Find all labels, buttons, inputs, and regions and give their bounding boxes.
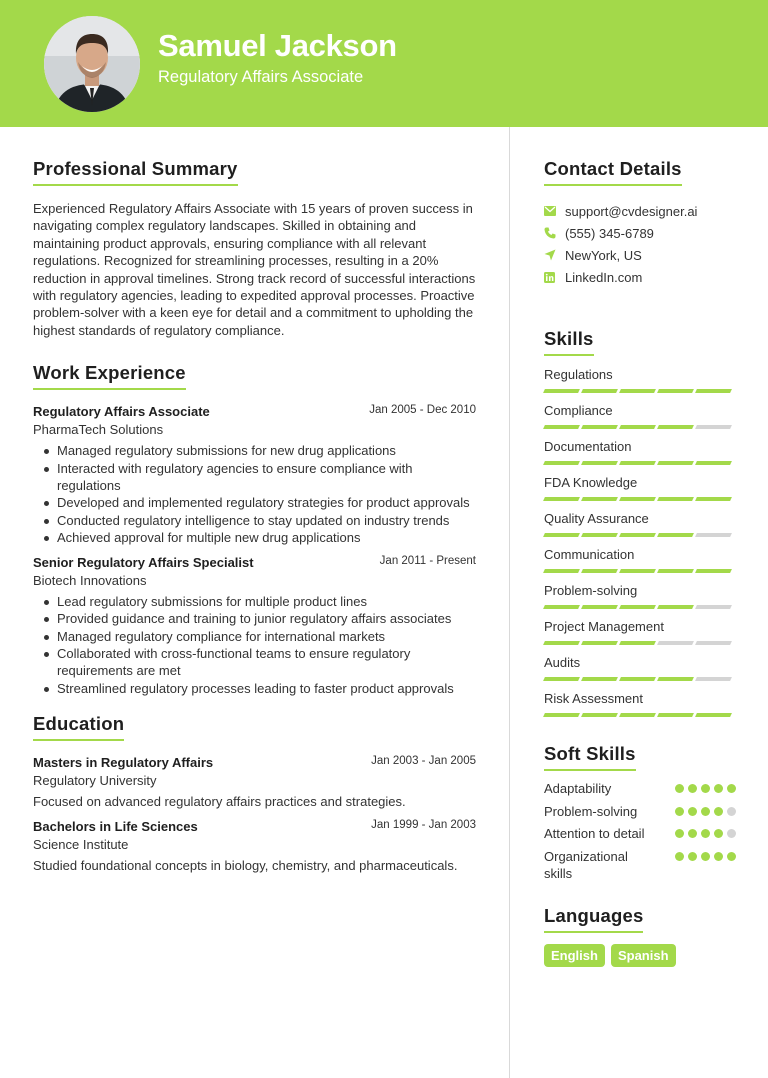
skill-segment-filled (581, 605, 618, 609)
rating-dot-filled (688, 852, 697, 861)
skill-segment-empty (695, 641, 732, 645)
skill-name: Regulations (544, 367, 613, 382)
skill-segment-filled (543, 641, 580, 645)
skill-item (544, 438, 736, 465)
summary-text: Experienced Regulatory Affairs Associate with 15 years of proven success in navigating complex regulatory landscapes. Skilled in obtaining and maintaining product approvals, ensuring compliance with all relevant regulations. Recognized for streamlining processes, resulting in a 20% reduction in approval timelines. Strong track record of successful interactions with regulatory agencies, leading to expedited approval processes. Proactive problem-solver with a keen eye for detail and a commitment to upholding the highest standards of regulatory compliance. (33, 201, 476, 338)
soft-skill-item (544, 780, 736, 798)
rating-dot-filled (714, 829, 723, 838)
rating-dot-filled (675, 829, 684, 838)
soft-skill-rating (675, 825, 736, 843)
job-header (33, 555, 478, 573)
skill-name: Problem-solving (544, 583, 638, 598)
education-degree: Masters in Regulatory Affairs (33, 755, 214, 771)
avatar (44, 16, 140, 112)
job-date: Jan 2005 - Dec 2010 (369, 404, 476, 417)
skill-segment-filled (581, 533, 618, 537)
skill-name: Risk Assessment (544, 691, 643, 706)
work-list (33, 404, 478, 697)
skill-name: Compliance (544, 403, 613, 418)
candidate-title: Regulatory Affairs Associate (158, 68, 364, 86)
skill-segment-filled (695, 461, 732, 465)
rating-dot-filled (727, 852, 736, 861)
skill-segment-filled (619, 605, 656, 609)
contact-text[interactable]: LinkedIn.com (565, 269, 643, 285)
skill-segment-filled (543, 461, 580, 465)
education-desc: Studied foundational concepts in biology, chemistry, and pharmaceuticals. (33, 858, 458, 874)
rating-dot-filled (727, 784, 736, 793)
email-icon (544, 206, 565, 216)
skill-level-bar (544, 641, 736, 645)
contact-text[interactable]: support@cvdesigner.ai (565, 203, 698, 219)
job-bullet: Managed regulatory submissions for new drug applications (33, 442, 478, 459)
rating-dot-filled (701, 807, 710, 816)
skills-list (544, 366, 736, 717)
job-header (33, 404, 478, 422)
job-title: Regulatory Affairs Associate (33, 404, 210, 420)
skill-level-bar (544, 461, 736, 465)
job-date: Jan 2011 - Present (379, 554, 476, 567)
column-divider (509, 127, 510, 1078)
skill-segment-filled (543, 389, 580, 393)
rating-dot-filled (688, 829, 697, 838)
skill-segment-filled (619, 533, 656, 537)
education-school: Regulatory University (33, 773, 157, 789)
skill-segment-filled (657, 569, 694, 573)
skill-name: FDA Knowledge (544, 475, 638, 490)
skill-name: Project Management (544, 619, 664, 634)
rating-dot-filled (714, 852, 723, 861)
skill-segment-filled (657, 533, 694, 537)
job-title: Senior Regulatory Affairs Specialist (33, 554, 254, 570)
skill-segment-filled (619, 461, 656, 465)
phone-icon (544, 227, 565, 239)
contact-text: (555) 345-6789 (565, 225, 654, 241)
summary-heading: Professional Summary (33, 158, 238, 186)
soft-skill-item (544, 803, 736, 821)
rating-dot-empty (727, 829, 736, 838)
soft-skill-rating (675, 803, 736, 821)
skill-item (544, 690, 736, 717)
skill-segment-filled (543, 605, 580, 609)
rating-dot-filled (675, 807, 684, 816)
skill-segment-filled (695, 713, 732, 717)
skill-level-bar (544, 605, 736, 609)
contact-heading: Contact Details (544, 158, 682, 186)
skill-segment-filled (695, 497, 732, 501)
soft-skills-heading: Soft Skills (544, 743, 636, 771)
skill-item (544, 654, 736, 681)
languages-list (544, 944, 736, 967)
skill-segment-filled (581, 389, 618, 393)
skill-segment-empty (695, 677, 732, 681)
skill-item (544, 366, 736, 393)
job-bullet: Developed and implemented regulatory strategies for product approvals (33, 494, 478, 511)
job-bullets (33, 593, 478, 697)
skill-name: Audits (544, 655, 581, 670)
skill-segment-filled (581, 425, 618, 429)
soft-skill-name: Problem-solving (544, 803, 638, 819)
job-bullet: Conducted regulatory intelligence to stay updated on industry trends (33, 512, 478, 529)
skill-item (544, 546, 736, 573)
skill-segment-empty (695, 605, 732, 609)
soft-skill-name: Adaptability (544, 781, 612, 796)
skill-segment-filled (657, 497, 694, 501)
skill-name: Quality Assurance (544, 511, 649, 526)
education-school: Science Institute (33, 837, 129, 853)
skill-segment-empty (695, 425, 732, 429)
skills-heading: Skills (544, 328, 594, 356)
skill-name: Communication (544, 547, 635, 562)
soft-skill-item (544, 825, 736, 843)
skill-segment-filled (543, 713, 580, 717)
skill-level-bar (544, 713, 736, 717)
skill-segment-filled (619, 641, 656, 645)
education-desc: Focused on advanced regulatory affairs practices and strategies. (33, 794, 406, 810)
rating-dot-filled (714, 807, 723, 816)
rating-dot-filled (675, 784, 684, 793)
left-column (33, 158, 478, 883)
skill-segment-filled (543, 425, 580, 429)
rating-dot-filled (675, 852, 684, 861)
education-entry (33, 819, 478, 874)
skill-item (544, 510, 736, 537)
job-entry (33, 404, 478, 546)
job-bullet: Achieved approval for multiple new drug applications (33, 529, 478, 546)
skill-segment-filled (581, 461, 618, 465)
job-bullet: Collaborated with cross-functional teams to ensure regulatory requirements are met (33, 645, 478, 680)
profile-photo (44, 16, 140, 112)
job-entry (33, 555, 478, 697)
skill-level-bar (544, 569, 736, 573)
job-bullets (33, 442, 478, 546)
skill-item (544, 582, 736, 609)
skill-segment-filled (619, 497, 656, 501)
contact-text: NewYork, US (565, 247, 642, 263)
skill-segment-filled (695, 569, 732, 573)
skill-level-bar (544, 677, 736, 681)
job-bullet: Lead regulatory submissions for multiple product lines (33, 593, 478, 610)
skill-segment-filled (581, 497, 618, 501)
soft-skills-list (544, 780, 736, 883)
skill-segment-filled (581, 677, 618, 681)
skill-segment-filled (543, 497, 580, 501)
soft-skill-rating (675, 848, 736, 883)
rating-dot-filled (688, 784, 697, 793)
contact-item (544, 266, 736, 288)
soft-skill-item (544, 848, 736, 883)
skill-segment-filled (657, 713, 694, 717)
education-date: Jan 1999 - Jan 2003 (371, 819, 476, 832)
education-header (33, 755, 478, 773)
skill-level-bar (544, 389, 736, 393)
job-bullet: Provided guidance and training to junior regulatory affairs associates (33, 610, 478, 627)
skill-item (544, 474, 736, 501)
skill-segment-filled (619, 569, 656, 573)
languages-heading: Languages (544, 905, 643, 933)
soft-skill-name: Organizational skills (544, 848, 628, 881)
rating-dot-filled (701, 784, 710, 793)
language-badge: English (544, 944, 605, 967)
skill-segment-filled (619, 389, 656, 393)
job-bullet: Streamlined regulatory processes leading to faster product approvals (33, 680, 478, 697)
soft-skill-rating (675, 780, 736, 798)
work-heading: Work Experience (33, 362, 186, 390)
skill-segment-filled (657, 461, 694, 465)
skill-segment-filled (695, 389, 732, 393)
education-heading: Education (33, 713, 124, 741)
rating-dot-empty (727, 807, 736, 816)
language-badge: Spanish (611, 944, 676, 967)
skill-segment-filled (657, 677, 694, 681)
education-list (33, 755, 478, 874)
rating-dot-filled (714, 784, 723, 793)
skill-segment-filled (619, 677, 656, 681)
skill-segment-filled (657, 425, 694, 429)
skill-segment-filled (657, 389, 694, 393)
contact-item (544, 200, 736, 222)
resume-header (0, 0, 768, 127)
job-company: PharmaTech Solutions (33, 422, 164, 438)
skill-name: Documentation (544, 439, 632, 454)
job-bullet: Managed regulatory compliance for international markets (33, 628, 478, 645)
candidate-name: Samuel Jackson (158, 28, 397, 63)
skill-level-bar (544, 425, 736, 429)
skill-segment-filled (581, 713, 618, 717)
skill-item (544, 402, 736, 429)
skill-segment-empty (695, 533, 732, 537)
rating-dot-filled (701, 852, 710, 861)
job-bullet: Interacted with regulatory agencies to ensure compliance with regulations (33, 460, 478, 495)
skill-level-bar (544, 497, 736, 501)
skill-segment-empty (657, 641, 694, 645)
soft-skill-name: Attention to detail (544, 826, 645, 841)
skill-segment-filled (619, 713, 656, 717)
right-column (544, 158, 736, 967)
contact-item (544, 222, 736, 244)
skill-segment-filled (543, 569, 580, 573)
linkedin-icon (544, 272, 565, 283)
education-degree: Bachelors in Life Sciences (33, 819, 198, 835)
job-company: Biotech Innovations (33, 572, 147, 588)
location-icon (544, 249, 565, 261)
skill-segment-filled (543, 533, 580, 537)
skill-item (544, 618, 736, 645)
rating-dot-filled (688, 807, 697, 816)
skill-segment-filled (581, 569, 618, 573)
contact-item (544, 244, 736, 266)
contact-list (544, 200, 736, 288)
education-entry (33, 755, 478, 810)
education-header (33, 819, 478, 837)
skill-level-bar (544, 533, 736, 537)
education-date: Jan 2003 - Jan 2005 (371, 755, 476, 768)
rating-dot-filled (701, 829, 710, 838)
skill-segment-filled (619, 425, 656, 429)
skill-segment-filled (543, 677, 580, 681)
skill-segment-filled (657, 605, 694, 609)
skill-segment-filled (581, 641, 618, 645)
